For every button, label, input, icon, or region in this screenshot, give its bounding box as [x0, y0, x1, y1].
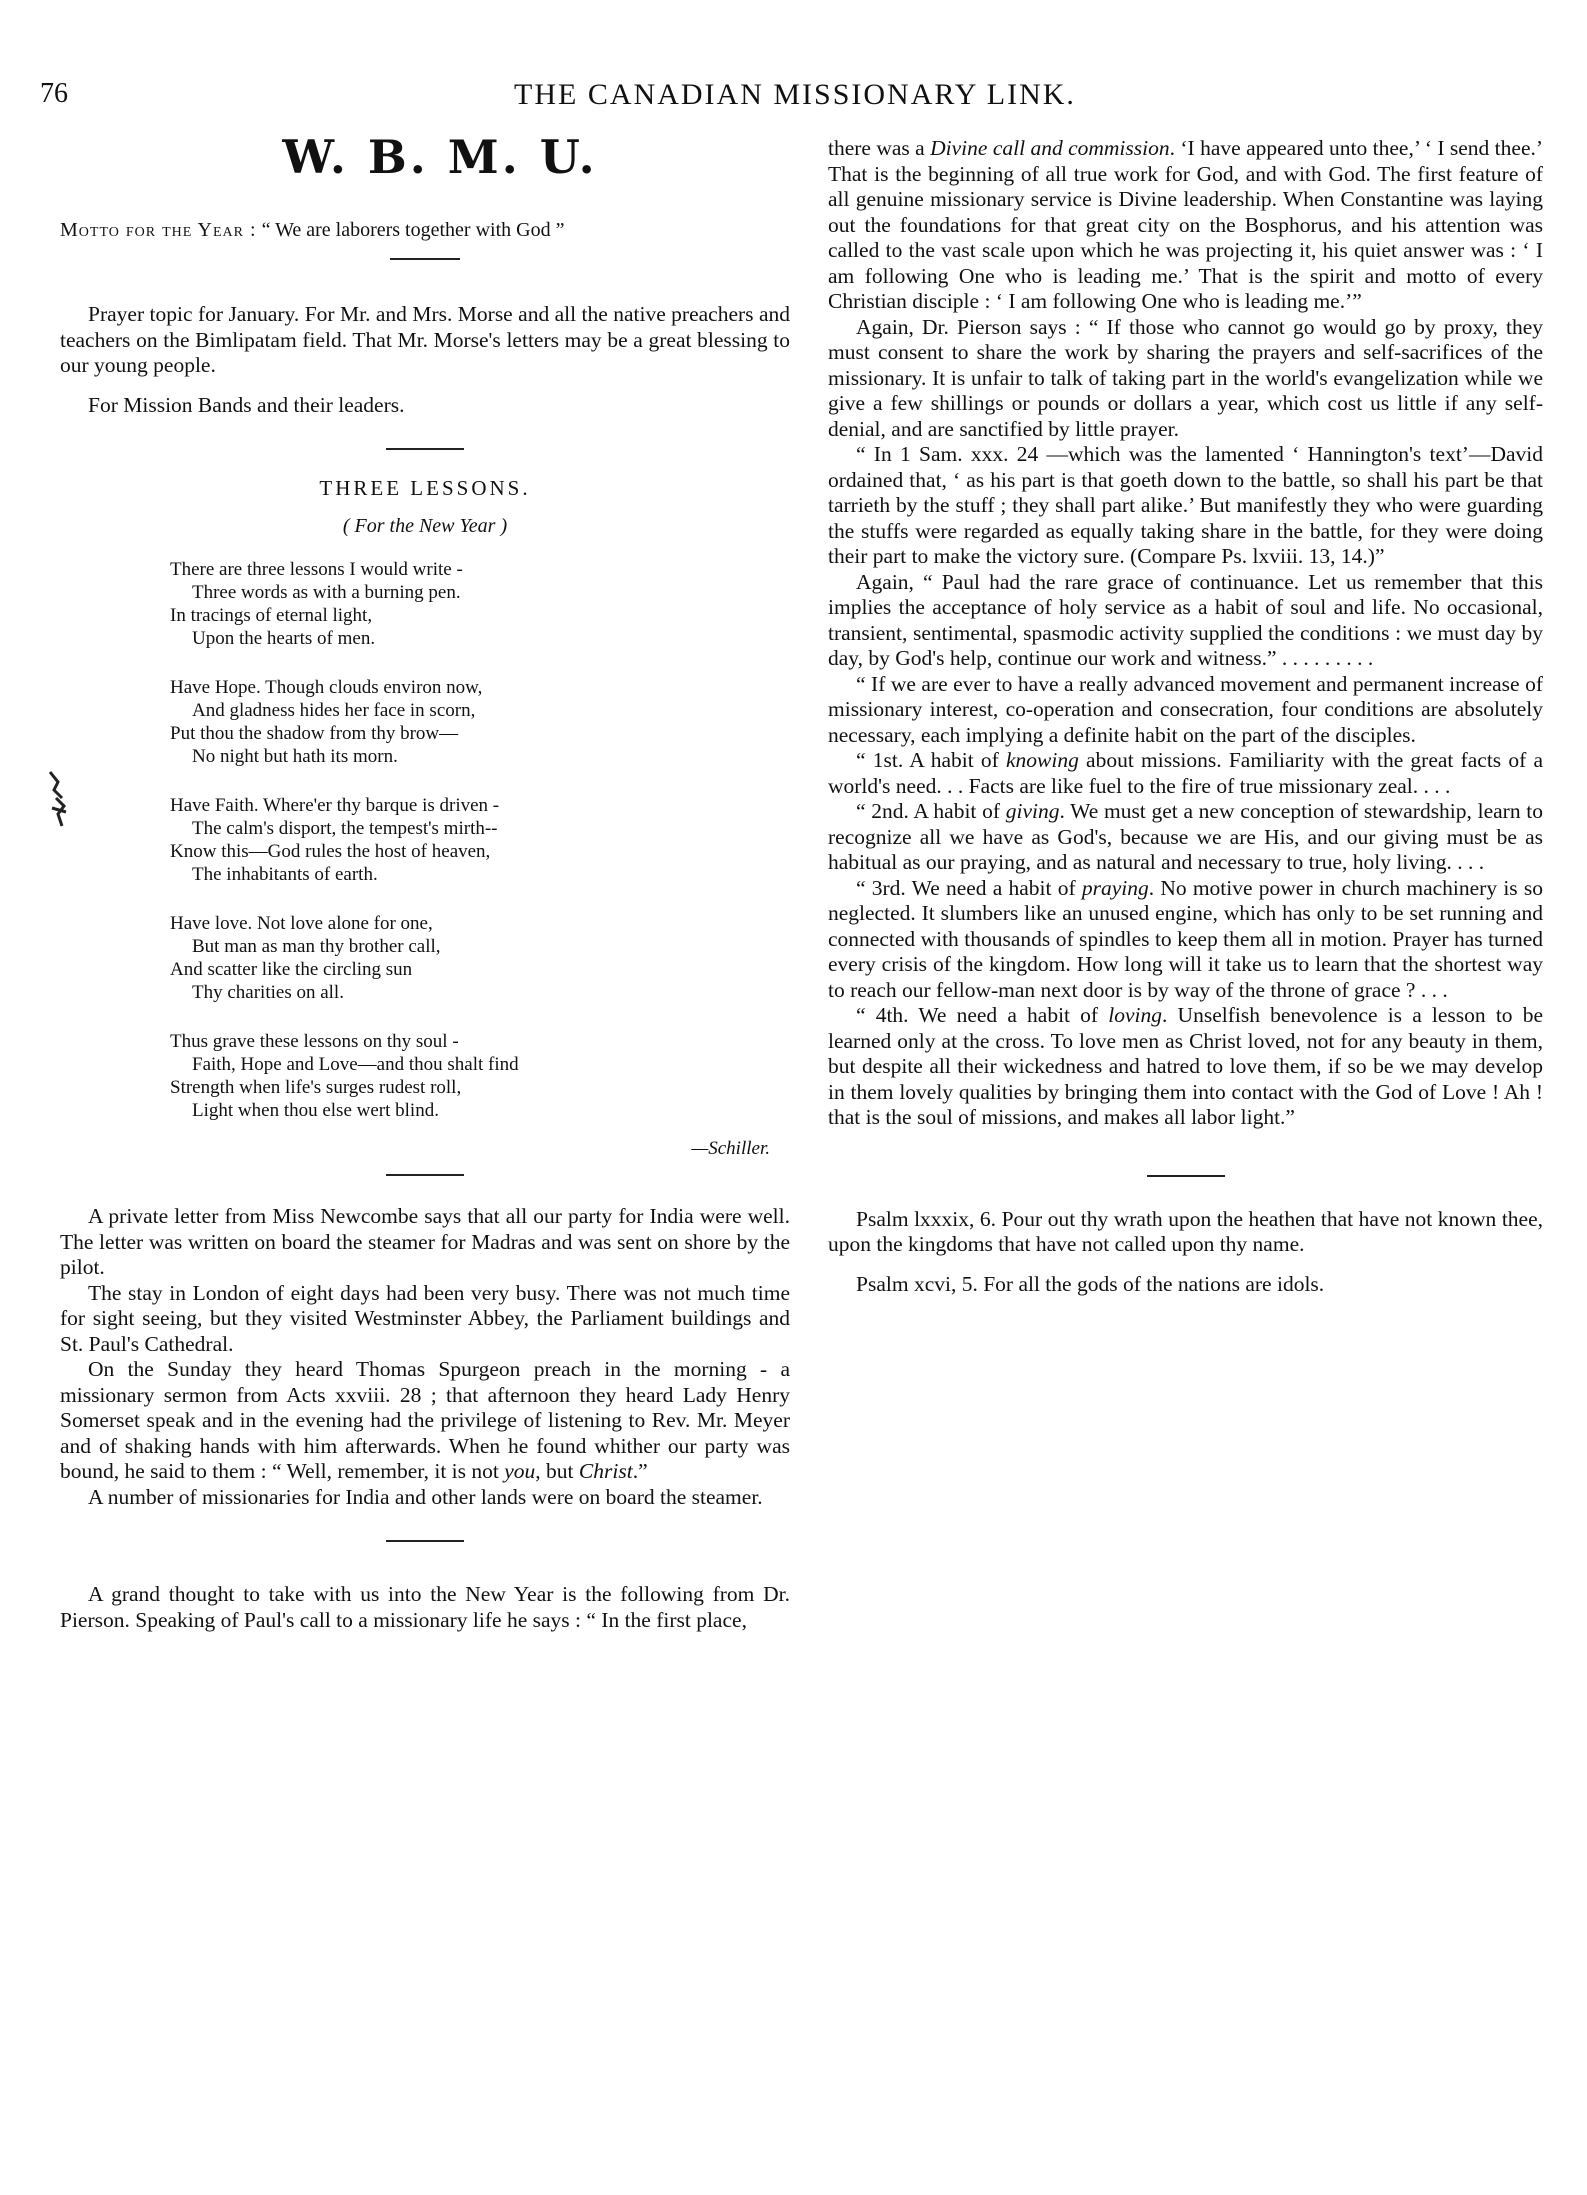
poem-line: Upon the hearts of men. — [192, 628, 376, 649]
page-number: 76 — [40, 78, 68, 109]
paragraph: there was a Divine call and commission. ‘I have appeared unto thee,’ ‘ I send thee.’ That is the beginning of all true work for God, and with God. The first feature of all genuine missionary service is Divine leadership. When Constantine was laying out the foundations for that great city on the Bosphorus, and his attention was called to the vast scale upon which he was projecting it, his quiet answer was : ‘ I am following One who is leading me.’ That is the spirit and motto of every Christian disciple : ‘ I am following One who is leading me.’” — [828, 136, 1544, 313]
divider — [1147, 1175, 1225, 1177]
paragraph: Again, Dr. Pierson says : “ If those who cannot go would go by proxy, they must consent to share the work by sharing the prayers and self-sacrifices of the missionary. It is unfair to talk of taking part in the world's evangelization while we give a few shillings or pounds or dollars a year, which cost us little if any self-denial, and are sanctified by little prayer. — [828, 314, 1543, 441]
poem-line: In tracings of eternal light, — [170, 605, 373, 626]
paragraph: “ 4th. We need a habit of loving. Unselfish benevolence is a lesson to be learned only at the cross. To love men as Christ loved, not for any beauty in them, but despite all their wickedness and hatred to love them, if so be we may develop in them lovely qualities by bringing them into contact with the God of Love ! Ah ! that is the soul of missions, and makes all labor light.” — [828, 1003, 1543, 1129]
poem-subtitle: ( For the New Year ) — [342, 515, 508, 537]
divider — [386, 1540, 464, 1542]
paragraph: A grand thought to take with us into the New Year is the following from Dr. Pierson. Speaking of Paul's call to a missionary life he says : “ In the first place, — [60, 1582, 790, 1632]
poem-line: Have Faith. Where'er thy barque is driven - — [170, 795, 500, 816]
divider — [390, 258, 460, 260]
motto-label: Motto for the Year : — [60, 219, 257, 241]
poem-line: No night but hath its morn. — [192, 746, 398, 767]
mission-bands-line: For Mission Bands and their leaders. — [88, 392, 405, 417]
poem-line: Have Hope. Though clouds environ now, — [170, 677, 483, 698]
section-title: W. B. M. U. — [282, 130, 598, 184]
poem-line: There are three lessons I would write - — [170, 559, 463, 580]
poem-line: Light when thou else wert blind. — [192, 1100, 439, 1121]
poem-line: Thus grave these lessons on thy soul - — [170, 1031, 459, 1052]
paragraph: “ In 1 Sam. xxx. 24 —which was the lamented ‘ Hannington's text’—David ordained that, ‘ as his part is that goeth down to the battle, so shall his part be that tarrieth by the stuff ; they shall part alike.’ But manifestly they who were guarding the stuffs were regarded as equally taking share in the battle, for they were doing their part to make the victory sure. (Compare Ps. lxviii. 13, 14.)” — [828, 442, 1543, 568]
poem-line: Three words as with a burning pen. — [192, 582, 461, 603]
paragraph: Again, “ Paul had the rare grace of continuance. Let us remember that this implies the acceptance of holy service as a habit of soul and life. No occasional, transient, sentimental, spasmodic activity supplied the conditions : we must day by day, by God's help, continue our work and witness.” . . . . . . . . . — [828, 569, 1543, 670]
poem-line: And scatter like the circling sun — [170, 959, 413, 980]
paragraph: “ 2nd. A habit of giving. We must get a new conception of stewardship, learn to recognize all we have as God's, because we are His, and our giving must be as habitual as our praying, and as natural and necessary to true, holy living. . . . — [828, 799, 1543, 874]
prayer-topic: Prayer topic for January. For Mr. and Mrs. Morse and all the native preachers and teachers on the Bimlipatam field. That Mr. Morse's letters may be a great blessing to our young people. — [60, 302, 790, 377]
poem-stanza-1 — [170, 558, 790, 650]
poem-attribution: —Schiller. — [691, 1138, 770, 1159]
poem-line: But man as man thy brother call, — [192, 936, 441, 957]
poem-line: Put thou the shadow from thy brow— — [170, 723, 459, 744]
left-column — [60, 128, 790, 1633]
poem-line: Know this—God rules the host of heaven, — [170, 841, 491, 862]
poem-line: Faith, Hope and Love—and thou shalt find — [192, 1054, 519, 1075]
poem-line: Strength when life's surges rudest roll, — [170, 1077, 462, 1098]
paragraph: A private letter from Miss Newcombe says that all our party for India were well. The letter was written on board the steamer for Madras and was sent on shore by the pilot. — [60, 1204, 790, 1279]
poem-title: THREE LESSONS. — [319, 476, 531, 500]
page-header — [40, 78, 1550, 118]
poem-stanza-2 — [170, 676, 790, 768]
poem-line: The inhabitants of earth. — [192, 864, 378, 885]
psalm-verse: Psalm xcvi, 5. For all the gods of the nations are idols. — [856, 1271, 1325, 1296]
paragraph: On the Sunday they heard Thomas Spurgeon preach in the morning - a missionary sermon from Acts xxviii. 28 ; that afternoon they heard Lady Henry Somerset speak and in the evening had the privilege of listening to Rev. Mr. Meyer and of shaking hands with him afterwards. When he found whither our party was bound, he said to them : “ Well, remember, it is not you, but Christ.” — [60, 1357, 790, 1483]
divider — [386, 448, 464, 450]
running-title: THE CANADIAN MISSIONARY LINK. — [514, 78, 1076, 111]
paragraph: The stay in London of eight days had been very busy. There was not much time for sight seeing, but they visited Westminster Abbey, the Parliament buildings and St. Paul's Cathedral. — [60, 1280, 790, 1356]
paragraph: A number of missionaries for India and other lands were on board the steamer. — [88, 1484, 763, 1509]
psalm-verse: Psalm lxxxix, 6. Pour out thy wrath upon the heathen that have not known thee, upon the kingdoms that have not called upon thy name. — [828, 1206, 1543, 1256]
divider — [386, 1174, 464, 1176]
poem-line: The calm's disport, the tempest's mirth-- — [192, 818, 498, 839]
poem-stanza-3 — [170, 794, 790, 886]
paragraph: “ 3rd. We need a habit of praying. No motive power in church machinery is so neglected. It slumbers like an unused engine, which has only to be set running and connected with thousands of spindles to keep them all in motion. Prayer has turned every crisis of the kingdom. How long will it take us to learn that the shortest way to reach our fellow-man next door is by way of the throne of grace ? . . . — [828, 875, 1543, 1002]
motto — [60, 218, 790, 242]
poem-stanza-4 — [170, 912, 790, 1004]
poem-line: Thy charities on all. — [192, 982, 344, 1003]
poem-line: Have love. Not love alone for one, — [170, 913, 433, 934]
motto-text: “ We are laborers together with God ” — [256, 219, 565, 241]
poem-line: And gladness hides her face in scorn, — [192, 700, 476, 721]
paragraph: “ If we are ever to have a really advanced movement and permanent increase of missionary interest, co-operation and consecration, four conditions are absolutely necessary, each implying a definite habit on the part of the disciples. — [828, 671, 1543, 747]
right-column — [828, 136, 1543, 1297]
paragraph: “ 1st. A habit of knowing about missions. Familiarity with the great facts of a world's need. . . Facts are like fuel to the fire of true missionary zeal. . . . — [828, 748, 1543, 798]
poem-stanza-5 — [170, 1030, 790, 1122]
